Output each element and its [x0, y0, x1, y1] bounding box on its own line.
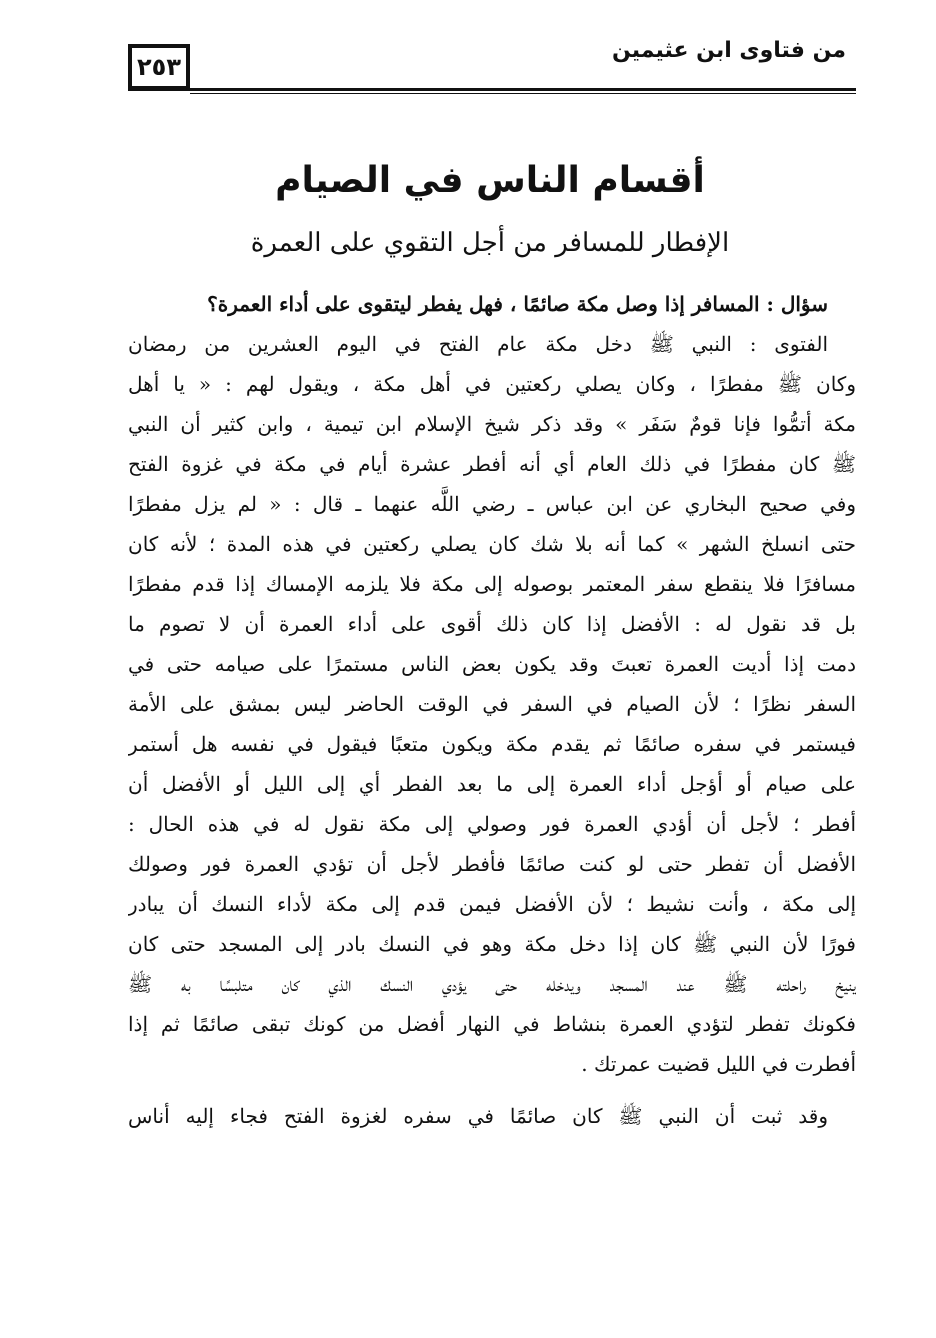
page-number: ٢٥٣: [128, 44, 190, 90]
continuation-line: وقد ثبت أن النبي ﷺ كان صائمًا في سفره لغزوة الفتح فجاء إليه أناس: [128, 1104, 828, 1128]
fatwa-line: دمت إذا أديت العمرة تعبتَ وقد يكون بعض الناس مستمرًا على صيامه حتى في: [128, 652, 856, 676]
fatwa-line: أفطر ؛ لأجل أن أؤدي العمرة فور وصولي إلى مكة نقول له في هذه الحال :: [128, 812, 856, 836]
fatwa-line: وكان ﷺ مفطرًا ، وكان يصلي ركعتين في أهل مكة ، ويقول لهم : « يا أهل: [128, 372, 856, 396]
fatwa-line: مكة أتمُّوا فإنا قومٌ سَفَر » وقد ذكر شيخ الإسلام ابن تيمية ، وابن كثير أن النبي: [128, 412, 856, 436]
fatwa-line: فيستمر في سفره صائمًا ثم يقدم مكة ويكون متعبًا فيقول في نفسه هل أستمر: [128, 732, 856, 756]
fatwa-line: السفر نظرًا ؛ لأن الصيام في السفر في الوقت الحاضر ليس بمشق على الأمة: [128, 692, 856, 716]
fatwa-line: أفطرت في الليل قضيت عمرتك .: [581, 1052, 856, 1076]
fatwa-line: فورًا لأن النبي ﷺ كان إذا دخل مكة وهو في النسك بادر إلى المسجد حتى كان: [128, 932, 856, 956]
header-rule: [128, 88, 856, 91]
chapter-title: أقسام الناس في الصيام: [275, 160, 705, 201]
fatwa-line: إلى مكة ، وأنت نشيط ؛ لأن الأفضل فيمن قدم إلى مكة لأداء النسك أن يبادر: [128, 892, 856, 916]
fatwa-line: بل قد نقول له : الأفضل إذا كان ذلك أقوى على أداء العمرة أن لا تصوم ما: [128, 612, 856, 636]
fatwa-line: ﷺ كان مفطرًا في ذلك العام أي أنه أفطر عشرة أيام في مكة في غزوة الفتح: [128, 452, 856, 476]
fatwa-line: الفتوى : النبي ﷺ دخل مكة عام الفتح في اليوم العشرين من رمضان: [128, 332, 828, 356]
fatwa-line: على صيام أو أؤجل أداء العمرة إلى ما بعد الفطر أي إلى الليل أو الأفضل أن: [128, 772, 856, 796]
fatwa-line: الأفضل أن تفطر حتى لو كنت صائمًا فأفطر لأجل أن تؤدي العمرة فور وصولك: [128, 852, 856, 876]
section-title: الإفطار للمسافر من أجل التقوي على العمرة: [250, 228, 730, 258]
fatwa-line: وفي صحيح البخاري عن ابن عباس ـ رضي اللَّه عنهما ـ قال : « لم يزل مفطرًا: [128, 492, 856, 516]
body-text: [128, 284, 856, 1136]
header-rule-thin: [190, 93, 856, 94]
fatwa-line: ينيخ راحلته ﷺ عند المسجد ويدخله حتى يؤدي النسك الذي كان متلبسًا به ﷺ: [128, 972, 856, 996]
paragraph-gap: [128, 1084, 856, 1096]
question-line: سؤال : المسافر إذا وصل مكة صائمًا ، فهل يفطر ليتقوى على أداء العمرة؟: [207, 292, 828, 316]
fatwa-line: فكونك تفطر لتؤدي العمرة بنشاط في النهار أفضل من كونك تبقى صائمًا ثم إذا: [128, 1012, 856, 1036]
fatwa-line: مسافرًا فلا ينقطع سفر المعتمر بوصوله إلى مكة فلا يلزمه الإمساك إذا قدم مفطرًا: [128, 572, 856, 596]
fatwa-line: حتى انسلخ الشهر » كما أنه بلا شك كان يصلي ركعتين في هذه المدة ؛ لأنه كان: [128, 532, 856, 556]
running-head-title: من فتاوى ابن عثيمين: [612, 38, 846, 63]
